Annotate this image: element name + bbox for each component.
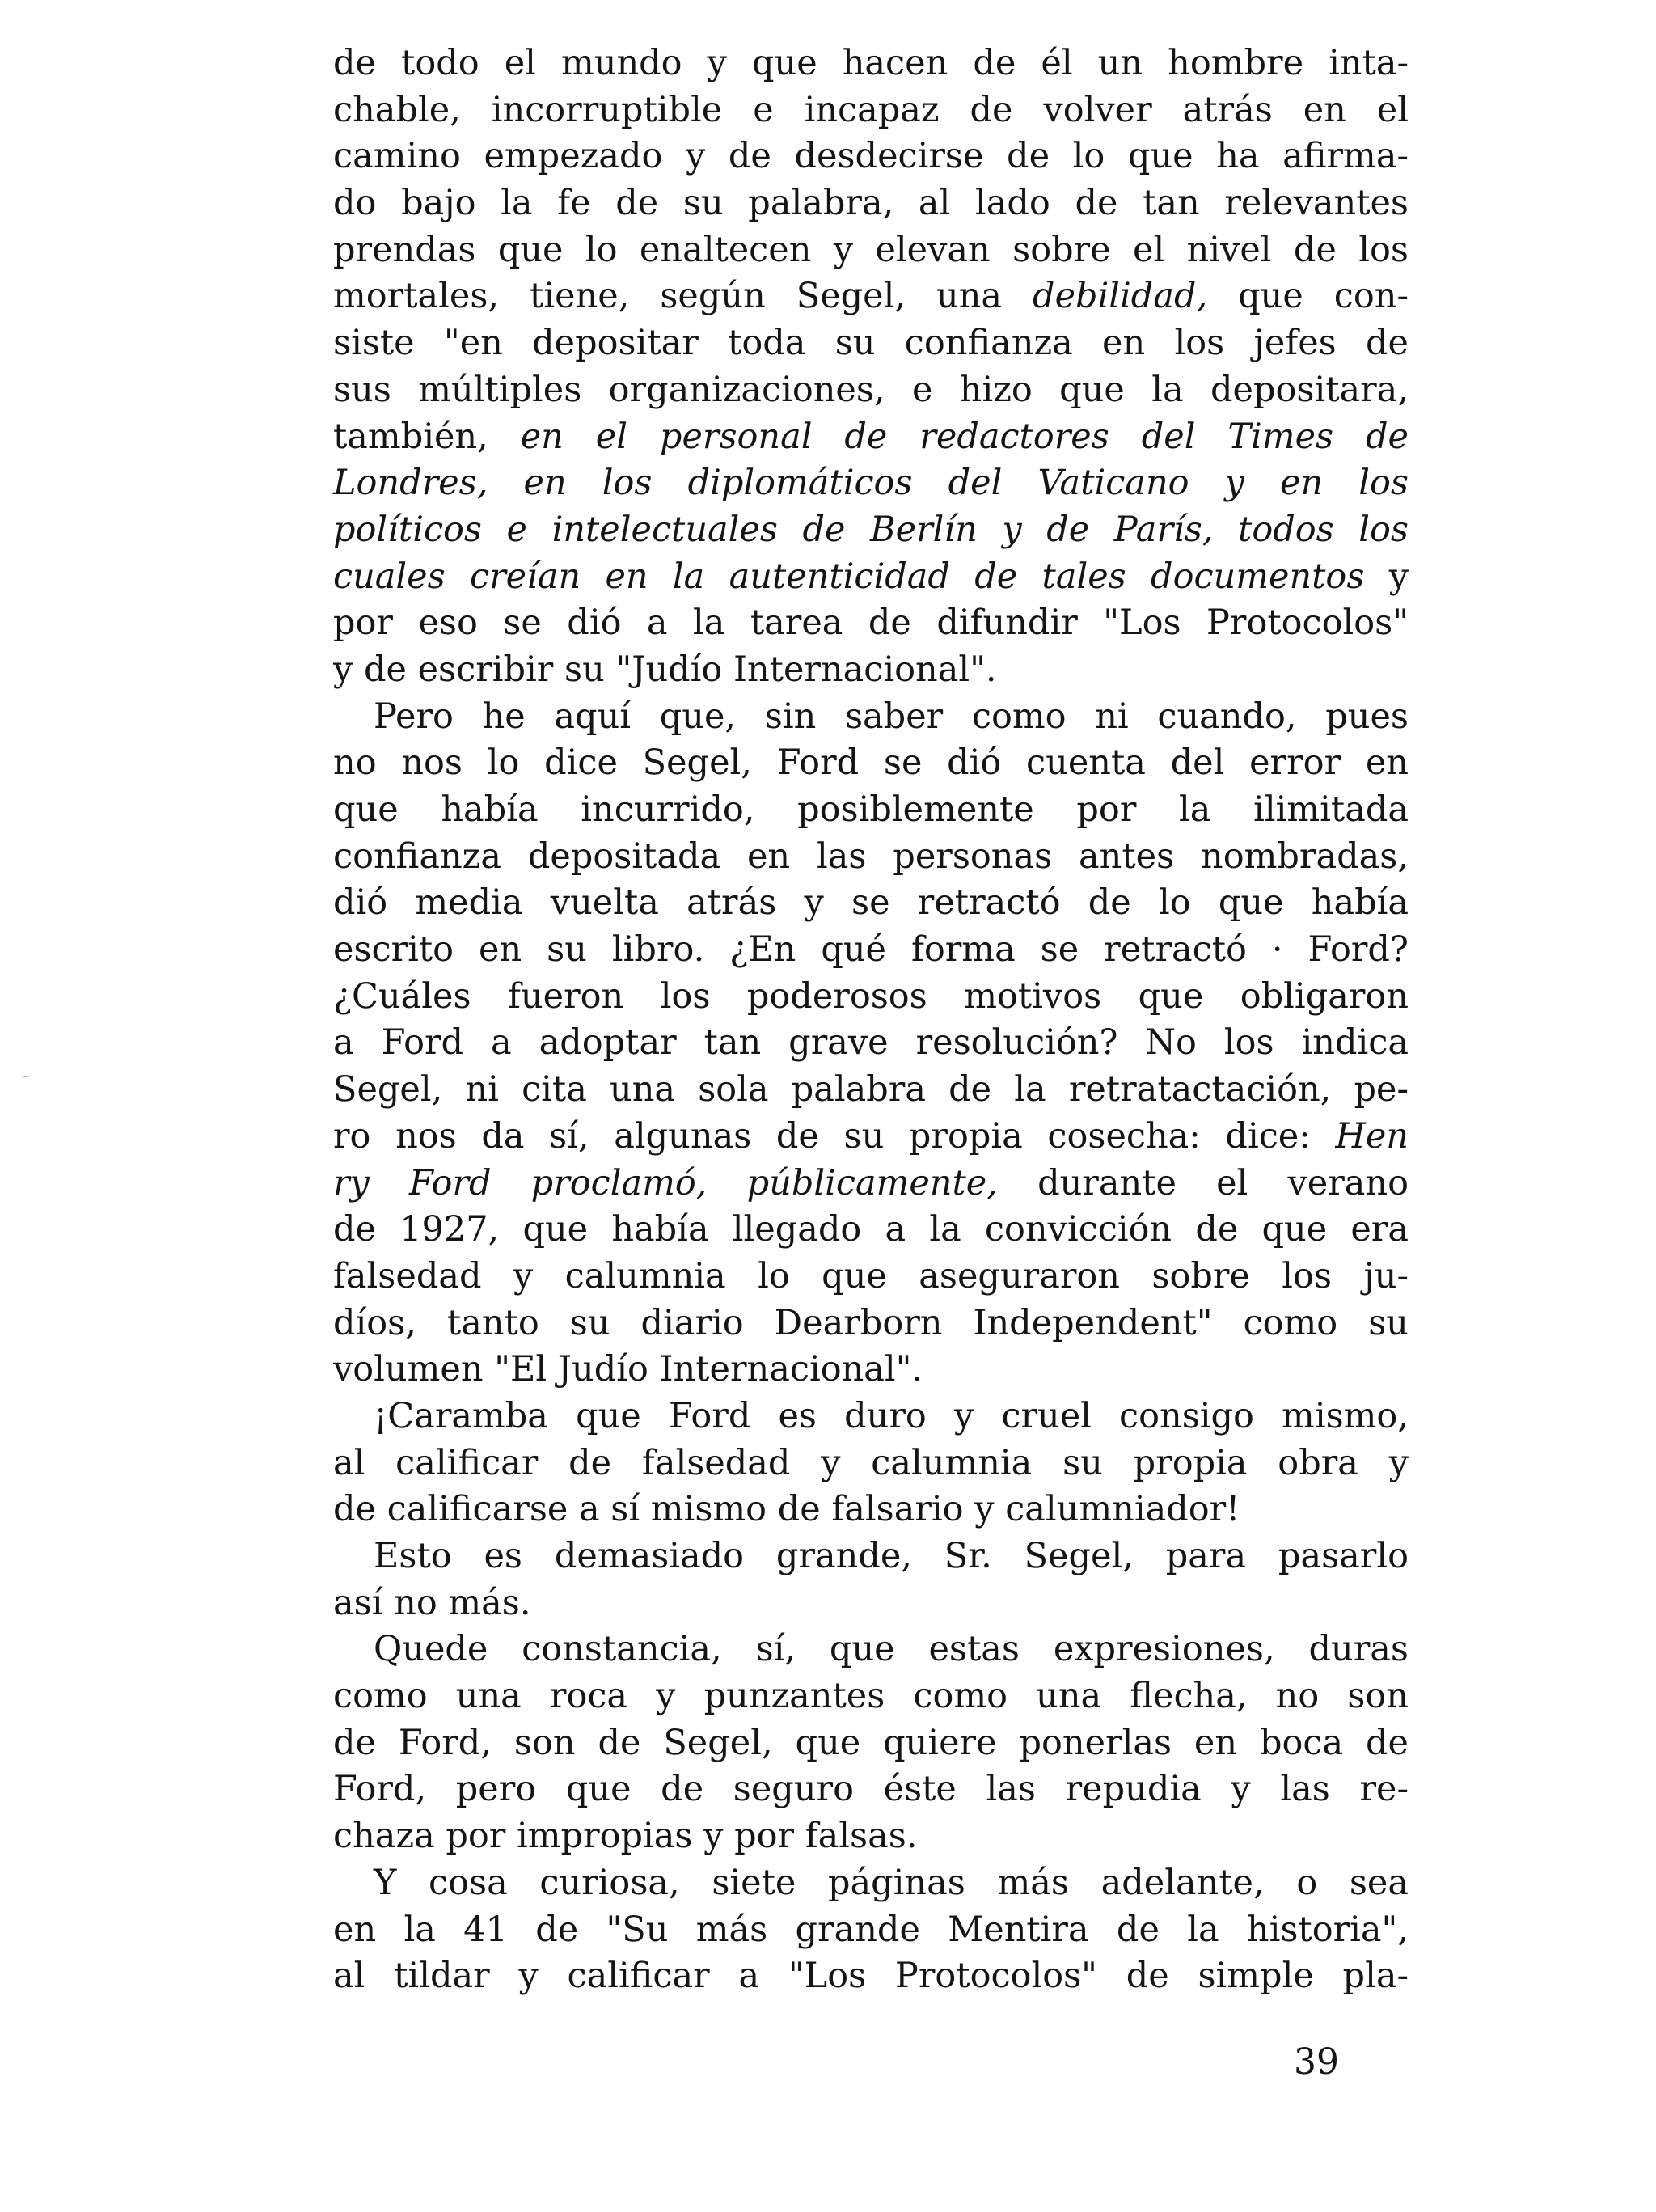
text-run: Quede constancia, sí, que estas expresiones, duras — [374, 1629, 1409, 1670]
text-line — [333, 880, 1409, 927]
text-line — [333, 414, 1409, 461]
text-line — [333, 834, 1409, 881]
text-run: así no más. — [333, 1582, 531, 1623]
text-line — [333, 1347, 1409, 1394]
text-line — [333, 507, 1409, 554]
italic-text: en el personal de redactores del Times de — [520, 416, 1409, 457]
text-line — [333, 1533, 1409, 1580]
text-run: al tildar y calificar a "Los Protocolos" de simple pla- — [333, 1956, 1409, 1997]
text-run: Segel, ni cita una sola palabra de la retratactación, pe- — [333, 1069, 1409, 1110]
text-run: que con- — [1207, 276, 1409, 317]
text-run: que había incurrido, posiblemente por la ilimitada — [333, 789, 1409, 830]
text-line — [333, 600, 1409, 647]
italic-text: Hen — [1335, 1115, 1409, 1157]
text-line — [333, 740, 1409, 787]
text-line — [333, 1301, 1409, 1347]
text-run: Esto es demasiado grande, Sr. Segel, para pasarlo — [374, 1536, 1409, 1576]
text-run: no nos lo dice Segel, Ford se dió cuenta del error en — [333, 742, 1409, 784]
text-line — [333, 320, 1409, 367]
text-line — [333, 554, 1409, 601]
text-run: de todo el mundo y que hacen de él un hombre inta- — [333, 43, 1409, 83]
text-line — [333, 1673, 1409, 1720]
text-run: díos, tanto su diario Dearborn Independent" como su — [333, 1302, 1409, 1343]
text-line — [333, 460, 1409, 507]
text-run: como una roca y punzantes como una flecha, no son — [333, 1676, 1409, 1717]
text-line — [333, 1766, 1409, 1813]
text-line — [333, 927, 1409, 974]
text-line — [333, 1813, 1409, 1860]
text-run: do bajo la fe de su palabra, al lado de tan relevantes — [333, 183, 1409, 224]
text-line — [333, 1207, 1409, 1254]
text-line — [333, 1953, 1409, 2000]
text-line — [333, 694, 1409, 741]
text-run: de 1927, que había llegado a la convicción de que era — [333, 1209, 1409, 1250]
text-line — [333, 1114, 1409, 1161]
page-number: 39 — [1294, 2041, 1339, 2083]
scan-edge-mark — [23, 1076, 29, 1077]
text-run: prendas que lo enaltecen y elevan sobre el nivel de los — [333, 229, 1409, 270]
text-line — [333, 1254, 1409, 1301]
text-run: durante el verano — [997, 1162, 1409, 1203]
text-line — [333, 227, 1409, 274]
italic-text: políticos e intelectuales de Berlín y de París, todos los — [333, 509, 1409, 550]
text-line — [333, 1907, 1409, 1954]
text-run: mortales, tiene, según Segel, una — [333, 276, 1033, 317]
text-line — [333, 1580, 1409, 1627]
italic-text: debilidad, — [1033, 276, 1208, 317]
text-line — [333, 1860, 1409, 1907]
italic-text: Londres, en los diplomáticos del Vaticano y en los — [333, 463, 1409, 504]
text-line — [333, 273, 1409, 320]
text-run: Ford, pero que de seguro éste las repudia y las re- — [333, 1769, 1409, 1810]
body-text — [333, 40, 1409, 2000]
text-run: confianza depositada en las personas antes nombradas, — [333, 835, 1409, 877]
text-run: chable, incorruptible e incapaz de volver atrás en el — [333, 89, 1409, 130]
text-line — [333, 1626, 1409, 1673]
text-run: ¡Caramba que Ford es duro y cruel consigo mismo, — [374, 1395, 1409, 1436]
text-line — [333, 1720, 1409, 1767]
text-line — [333, 1161, 1409, 1208]
text-run: camino empezado y de desdecirse de lo que ha afirma- — [333, 136, 1409, 177]
text-run: en la 41 de "Su más grande Mentira de la historia", — [333, 1909, 1409, 1950]
text-run: Y cosa curiosa, siete páginas más adelante, o sea — [374, 1862, 1409, 1903]
italic-text: cuales creían en la autenticidad de tales documentos — [333, 556, 1365, 597]
text-line — [333, 40, 1409, 87]
text-run: sus múltiples organizaciones, e hizo que la depositara, — [333, 369, 1409, 410]
text-line — [333, 1020, 1409, 1067]
text-run: y — [1364, 556, 1409, 597]
text-run: volumen "El Judío Internacional". — [333, 1349, 923, 1390]
text-run: dió media vuelta atrás y se retractó de lo que había — [333, 882, 1409, 924]
italic-text: ry Ford proclamó, públicamente, — [333, 1162, 998, 1203]
text-run: a Ford a adoptar tan grave resolución? No los indica — [333, 1022, 1409, 1064]
text-line — [333, 87, 1409, 134]
text-line — [333, 1394, 1409, 1440]
text-run: de calificarse a sí mismo de falsario y calumniador! — [333, 1489, 1240, 1530]
text-run: también, — [333, 416, 521, 457]
text-run: escrito en su libro. ¿En qué forma se retractó · Ford? — [333, 929, 1409, 971]
text-line — [333, 787, 1409, 834]
text-run: Pero he aquí que, sin saber como ni cuando, pues — [374, 696, 1409, 737]
text-line — [333, 647, 1409, 694]
text-run: siste "en depositar toda su confianza en los jefes de — [333, 323, 1409, 364]
text-run: chaza por impropias y por falsas. — [333, 1816, 918, 1857]
text-line — [333, 180, 1409, 227]
text-run: de Ford, son de Segel, que quiere ponerlas en boca de — [333, 1722, 1409, 1763]
text-run: por eso se dió a la tarea de difundir "Los Protocolos" — [333, 603, 1409, 644]
text-line — [333, 974, 1409, 1021]
text-line — [333, 1440, 1409, 1487]
text-line — [333, 1067, 1409, 1114]
text-line — [333, 367, 1409, 414]
text-line — [333, 133, 1409, 180]
text-line — [333, 1487, 1409, 1533]
text-run: y de escribir su "Judío Internacional". — [333, 649, 997, 690]
text-run: ro nos da sí, algunas de su propia cosecha: dice: — [333, 1115, 1336, 1157]
text-run: ¿Cuáles fueron los poderosos motivos que obligaron — [333, 975, 1409, 1017]
text-run: falsedad y calumnia lo que aseguraron sobre los ju- — [333, 1255, 1409, 1296]
text-run: al calificar de falsedad y calumnia su propia obra y — [333, 1442, 1409, 1483]
